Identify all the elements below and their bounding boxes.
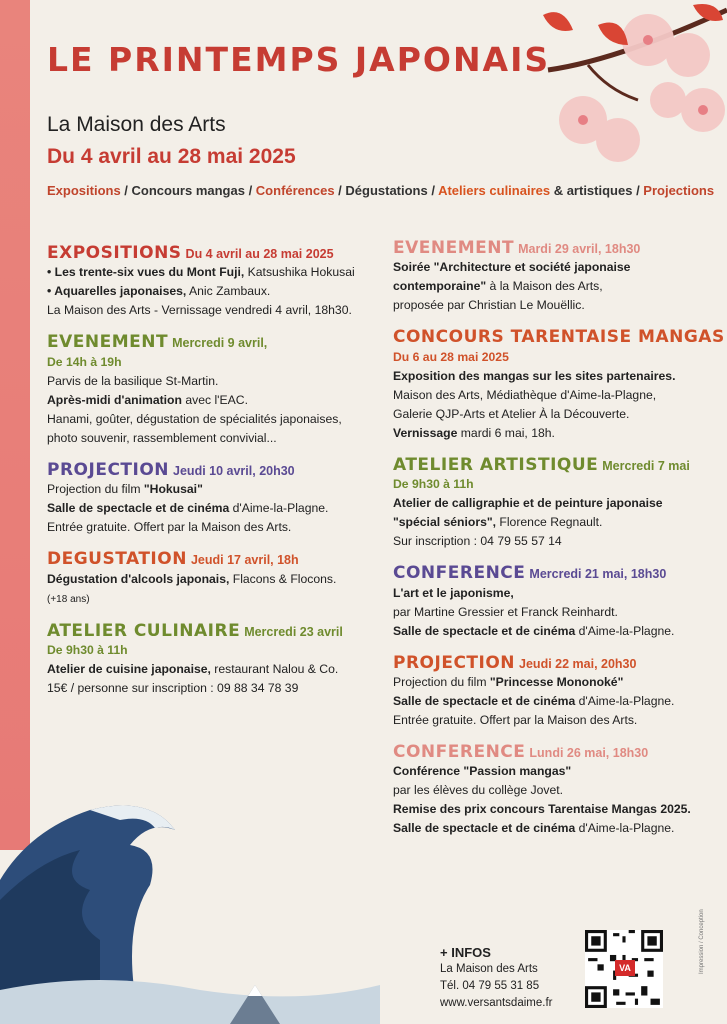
event-text: Entrée gratuite. Offert par la Maison des Arts. — [47, 520, 292, 535]
event-text: Katsushika Hokusai — [244, 265, 355, 280]
event-line — [47, 679, 367, 698]
event-title: ATELIER ARTISTIQUE — [393, 454, 599, 475]
left-pink-band — [0, 0, 30, 850]
event-block — [393, 455, 718, 551]
event-date: Jeudi 10 avril, 20h30 — [173, 463, 295, 478]
event-text: Conférence "Passion mangas" — [393, 764, 572, 779]
event-text: Florence Regnault. — [496, 515, 603, 530]
event-text: avec l'EAC. — [181, 392, 248, 407]
event-line — [393, 800, 718, 819]
event-text: Galerie QJP-Arts et Atelier À la Découverte. — [393, 406, 630, 421]
event-text: photo souvenir, rassemblement convivial... — [47, 430, 277, 445]
event-line — [393, 405, 718, 424]
event-text: • Les trente-six vues du Mont Fuji, — [47, 265, 245, 280]
event-title: CONFERENCE — [393, 563, 526, 584]
event-line — [393, 584, 718, 603]
event-text: d'Aime-la-Plagne. — [575, 623, 675, 638]
event-header — [393, 327, 725, 348]
event-text: Après-midi d'animation — [47, 392, 182, 407]
event-line — [393, 494, 718, 513]
event-header — [393, 653, 718, 673]
event-date: Mardi 29 avril, 18h30 — [518, 242, 641, 256]
event-title: PROJECTION — [47, 459, 170, 480]
category-item: Concours mangas — [131, 183, 245, 198]
event-line — [47, 353, 367, 372]
event-header — [47, 460, 367, 480]
event-header — [393, 238, 718, 258]
category-separator: / — [427, 183, 439, 198]
event-line — [47, 570, 367, 589]
category-separator: / — [334, 183, 346, 198]
event-text: Parvis de la basilique St-Martin. — [47, 373, 219, 388]
cherry-blossom-illustration — [528, 0, 727, 175]
event-line — [47, 641, 367, 660]
event-title: EXPOSITIONS — [47, 243, 182, 263]
event-line — [393, 513, 718, 532]
event-line — [393, 348, 718, 367]
event-title: CONFERENCE — [393, 741, 526, 762]
event-date: Mercredi 21 mai, 18h30 — [529, 567, 667, 582]
event-block — [393, 742, 718, 838]
va-logo: VA — [615, 960, 635, 976]
event-text: d'Aime-la-Plagne. — [575, 693, 675, 708]
event-text: Salle de spectacle et de cinéma — [393, 693, 576, 708]
event-date: Mercredi 7 mai — [602, 458, 690, 473]
print-credit: Impression / Conception — [699, 909, 705, 974]
event-block — [47, 332, 367, 447]
category-list — [47, 183, 714, 198]
category-item: Ateliers culinaires — [438, 183, 551, 198]
event-line — [47, 480, 367, 499]
event-date: Lundi 26 mai, 18h30 — [529, 745, 649, 760]
event-line — [393, 603, 718, 622]
event-line — [47, 263, 367, 282]
event-text: restaurant Nalou & Co. — [210, 661, 339, 676]
event-text: par Martine Gressier et Franck Reinhardt. — [393, 604, 618, 619]
event-line — [393, 367, 718, 386]
event-text: Salle de spectacle et de cinéma — [393, 623, 576, 638]
event-line — [47, 660, 367, 679]
event-line — [393, 781, 718, 800]
event-line — [47, 301, 367, 320]
event-text: Flacons & Flocons. — [229, 571, 337, 586]
event-block — [47, 621, 367, 698]
infos-website[interactable]: www.versantsdaime.fr — [440, 997, 553, 1009]
event-text: Sur inscription : 04 79 55 57 14 — [393, 534, 562, 549]
event-line — [47, 518, 367, 537]
event-text: d'Aime-la-Plagne. — [229, 501, 329, 516]
event-line — [47, 372, 367, 391]
event-header — [47, 549, 367, 569]
infos-heading: + INFOS — [440, 945, 491, 960]
event-block — [393, 563, 718, 640]
event-text: proposée par Christian Le Mouëllic. — [393, 298, 585, 313]
event-text: Hanami, goûter, dégustation de spécialités japonaises, — [47, 411, 342, 426]
event-date: Jeudi 22 mai, 20h30 — [519, 656, 637, 671]
event-block — [47, 549, 367, 608]
event-text: Dégustation d'alcools japonais, — [47, 571, 230, 586]
infos-venue: La Maison des Arts — [440, 963, 538, 975]
event-text: Remise des prix concours Tarentaise Mangas 2025. — [393, 802, 691, 817]
event-block — [393, 327, 725, 442]
event-text: à la Maison des Arts, — [486, 279, 603, 294]
event-line — [393, 296, 718, 315]
infos-phone: Tél. 04 79 55 31 85 — [440, 980, 540, 992]
event-text: Soirée "Architecture et société japonaise — [393, 260, 631, 275]
event-line — [393, 386, 718, 405]
event-text: Anic Zambaux. — [186, 284, 271, 299]
event-text: d'Aime-la-Plagne. — [575, 821, 675, 836]
event-text: 15€ / personne sur inscription : 09 88 34 78 39 — [47, 680, 299, 695]
event-line — [393, 692, 718, 711]
event-line — [47, 391, 367, 410]
event-line — [47, 589, 367, 609]
event-line — [393, 258, 718, 277]
event-header — [393, 742, 718, 762]
event-text: Entrée gratuite. Offert par la Maison des Arts. — [393, 712, 638, 727]
event-title: EVENEMENT — [47, 332, 169, 353]
event-header — [47, 243, 367, 263]
event-title: DEGUSTATION — [47, 549, 187, 570]
event-header — [47, 332, 367, 352]
event-text: De 9h30 à 11h — [47, 642, 128, 657]
infos-block — [440, 944, 552, 1012]
event-title: EVENEMENT — [393, 238, 515, 258]
event-text: par les élèves du collège Jovet. — [393, 783, 564, 798]
event-text: mardi 6 mai, 18h. — [457, 425, 555, 440]
event-line — [393, 475, 718, 494]
category-item: Conférences — [255, 183, 335, 198]
date-range: Du 4 avril au 28 mai 2025 — [47, 145, 296, 168]
event-line — [393, 673, 718, 692]
event-text: Exposition des mangas sur les sites partenaires. — [393, 368, 676, 383]
event-header — [47, 621, 367, 641]
event-block — [393, 653, 718, 730]
event-text: De 9h30 à 11h — [393, 477, 474, 492]
event-line — [393, 424, 718, 443]
event-line — [393, 532, 718, 551]
event-line — [47, 410, 367, 429]
event-block — [393, 238, 718, 315]
event-date: Mercredi 9 avril, — [172, 336, 268, 351]
event-text: "spécial séniors", — [393, 515, 497, 530]
category-item: Expositions — [47, 183, 121, 198]
category-separator: / — [120, 183, 132, 198]
event-text: De 14h à 19h — [47, 354, 122, 369]
event-header — [393, 563, 718, 583]
category-separator: / — [632, 183, 644, 198]
poster-title: LE PRINTEMPS JAPONAIS — [47, 40, 551, 79]
event-text: Maison des Arts, Médiathèque d'Aime-la-Plagne, — [393, 387, 657, 402]
event-text: Projection du film — [47, 482, 144, 497]
event-line — [393, 711, 718, 730]
event-line — [393, 622, 718, 641]
event-text: Atelier de cuisine japonaise, — [47, 661, 211, 676]
event-text: Salle de spectacle et de cinéma — [393, 821, 576, 836]
event-block — [47, 460, 367, 537]
event-header — [393, 455, 718, 475]
event-text: La Maison des Arts - Vernissage vendredi 4 avril, 18h30. — [47, 303, 352, 318]
event-date: Mercredi 23 avril — [244, 624, 343, 639]
right-column — [393, 238, 725, 850]
event-text: Salle de spectacle et de cinéma — [47, 501, 230, 516]
event-line — [47, 282, 367, 301]
event-text: • Aquarelles japonaises, — [47, 284, 187, 299]
event-date: Du 4 avril au 28 mai 2025 — [185, 247, 334, 261]
event-block — [47, 243, 367, 320]
event-date: Jeudi 17 avril, 18h — [190, 553, 299, 568]
event-text: L'art et le japonisme, — [393, 585, 514, 600]
category-item: & artistiques — [550, 183, 633, 198]
event-text: Atelier de calligraphie et de peinture japonaise — [393, 496, 663, 511]
event-line — [393, 762, 718, 781]
event-text: "Princesse Mononoké" — [489, 674, 624, 689]
event-text: Projection du film — [393, 674, 490, 689]
event-title: ATELIER CULINAIRE — [47, 620, 241, 641]
event-text: "Hokusai" — [143, 482, 203, 497]
category-separator: / — [244, 183, 256, 198]
event-line — [47, 429, 367, 448]
event-text: Vernissage — [393, 425, 458, 440]
venue-heading: La Maison des Arts — [47, 113, 226, 136]
category-item: Dégustations — [345, 183, 428, 198]
event-line — [47, 499, 367, 518]
event-line — [393, 277, 718, 296]
event-text: Du 6 au 28 mai 2025 — [393, 349, 509, 364]
event-text: contemporaine" — [393, 279, 487, 294]
event-title: PROJECTION — [393, 652, 516, 673]
event-line — [393, 819, 718, 838]
event-title: CONCOURS TARENTAISE MANGAS — [393, 327, 725, 348]
event-text: (+18 ans) — [47, 593, 90, 605]
category-item: Projections — [643, 183, 715, 198]
great-wave-illustration — [0, 790, 380, 1024]
left-column — [47, 243, 367, 710]
